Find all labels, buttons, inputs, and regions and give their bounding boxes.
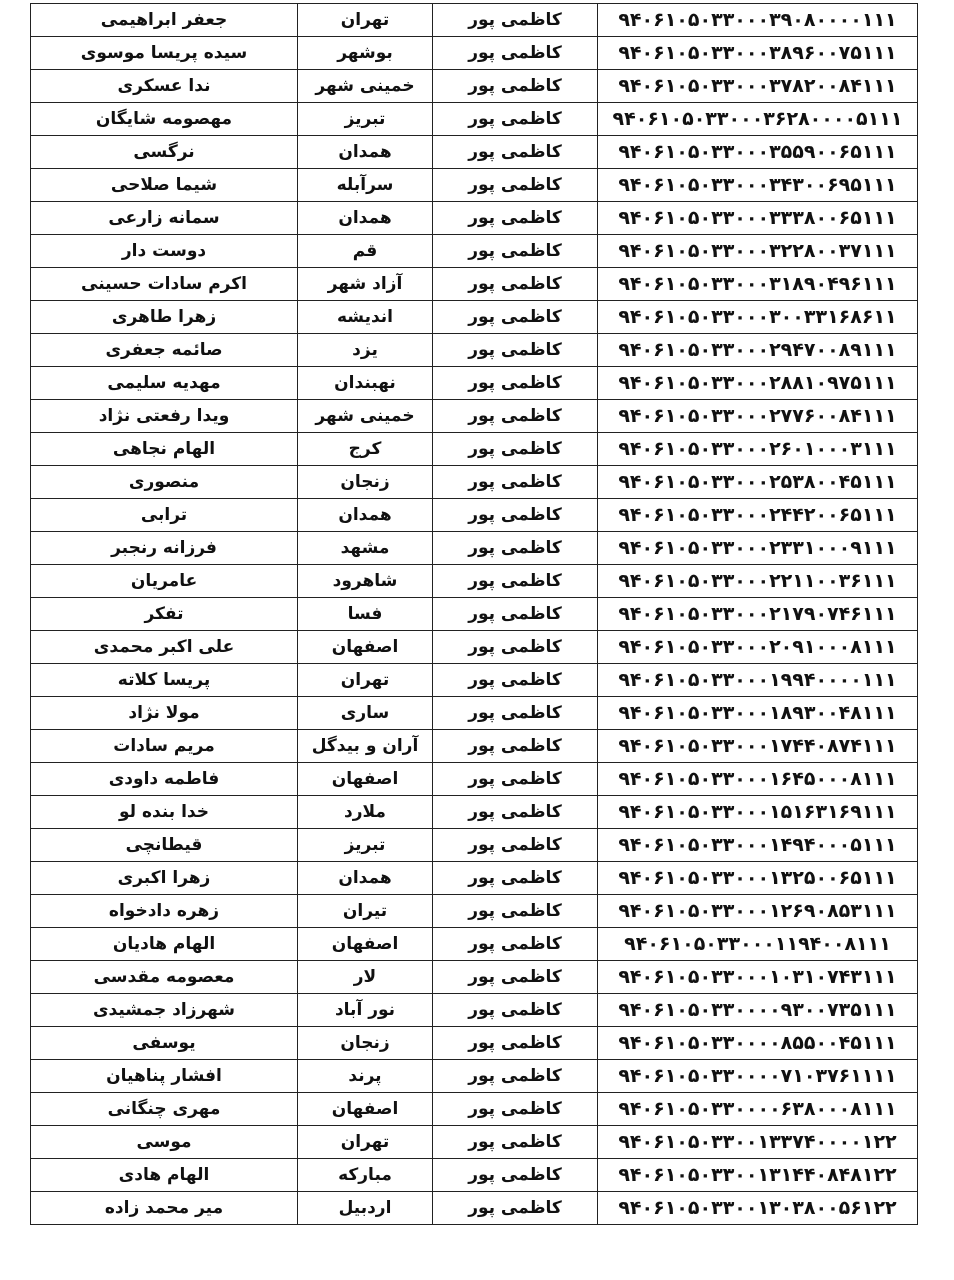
city-cell: زنجان (298, 466, 433, 499)
code-cell: ۹۴۰۶۱۰۵۰۳۳۰۰۰۰۸۵۵۰۰۴۵۱۱۱ (598, 1027, 918, 1060)
city-cell: تیران (298, 895, 433, 928)
name-cell: خدا بنده لو (31, 796, 298, 829)
family-cell: کاظمی پور (433, 598, 598, 631)
family-cell: کاظمی پور (433, 301, 598, 334)
table-row (31, 334, 918, 367)
name-cell: میر محمد زاده (31, 1192, 298, 1225)
code-cell: ۹۴۰۶۱۰۵۰۳۳۰۰۱۳۰۳۸۰۰۵۶۱۲۲ (598, 1192, 918, 1225)
name-cell: مریم سادات (31, 730, 298, 763)
city-cell: همدان (298, 499, 433, 532)
table-row (31, 796, 918, 829)
city-cell: اصفهان (298, 928, 433, 961)
city-cell: اصفهان (298, 763, 433, 796)
code-cell: ۹۴۰۶۱۰۵۰۳۳۰۰۰۳۳۳۸۰۰۶۵۱۱۱ (598, 202, 918, 235)
city-cell: اردبیل (298, 1192, 433, 1225)
name-cell: مهصومه شایگان (31, 103, 298, 136)
family-cell: کاظمی پور (433, 1093, 598, 1126)
name-cell: الهام نجاهی (31, 433, 298, 466)
table-row (31, 103, 918, 136)
code-cell: ۹۴۰۶۱۰۵۰۳۳۰۰۰۳۱۸۹۰۴۹۶۱۱۱ (598, 268, 918, 301)
code-cell: ۹۴۰۶۱۰۵۰۳۳۰۰۰۲۵۳۸۰۰۴۵۱۱۱ (598, 466, 918, 499)
family-cell: کاظمی پور (433, 631, 598, 664)
family-cell: کاظمی پور (433, 829, 598, 862)
code-cell: ۹۴۰۶۱۰۵۰۳۳۰۰۰۱۰۳۱۰۷۴۳۱۱۱ (598, 961, 918, 994)
city-cell: همدان (298, 862, 433, 895)
table-row (31, 895, 918, 928)
family-cell: کاظمی پور (433, 664, 598, 697)
table-row (31, 1192, 918, 1225)
code-cell: ۹۴۰۶۱۰۵۰۳۳۰۰۰۲۶۰۱۰۰۰۳۱۱۱ (598, 433, 918, 466)
city-cell: لار (298, 961, 433, 994)
table-row (31, 367, 918, 400)
table-row (31, 1093, 918, 1126)
table-row (31, 4, 918, 37)
family-cell: کاظمی پور (433, 4, 598, 37)
name-cell: دوست دار (31, 235, 298, 268)
family-cell: کاظمی پور (433, 1060, 598, 1093)
city-cell: تهران (298, 4, 433, 37)
code-cell: ۹۴۰۶۱۰۵۰۳۳۰۰۰۱۴۹۴۰۰۰۵۱۱۱ (598, 829, 918, 862)
document-page (30, 3, 917, 1225)
city-cell: نور آباد (298, 994, 433, 1027)
name-cell: مولا نژاد (31, 697, 298, 730)
table-row (31, 664, 918, 697)
family-cell: کاظمی پور (433, 235, 598, 268)
name-cell: سیده پریسا موسوی (31, 37, 298, 70)
city-cell: اندیشه (298, 301, 433, 334)
name-cell: مهری چنگانی (31, 1093, 298, 1126)
code-cell: ۹۴۰۶۱۰۵۰۳۳۰۰۰۲۴۴۲۰۰۶۵۱۱۱ (598, 499, 918, 532)
code-cell: ۹۴۰۶۱۰۵۰۳۳۰۰۰۱۶۴۵۰۰۰۸۱۱۱ (598, 763, 918, 796)
family-cell: کاظمی پور (433, 400, 598, 433)
table-row (31, 532, 918, 565)
table-row (31, 697, 918, 730)
family-cell: کاظمی پور (433, 268, 598, 301)
table-row (31, 301, 918, 334)
city-cell: بوشهر (298, 37, 433, 70)
family-cell: کاظمی پور (433, 994, 598, 1027)
records-table (30, 3, 918, 1225)
code-cell: ۹۴۰۶۱۰۵۰۳۳۰۰۰۲۲۱۱۰۰۳۶۱۱۱ (598, 565, 918, 598)
name-cell: یوسفی (31, 1027, 298, 1060)
family-cell: کاظمی پور (433, 928, 598, 961)
table-row (31, 1126, 918, 1159)
family-cell: کاظمی پور (433, 367, 598, 400)
city-cell: همدان (298, 136, 433, 169)
city-cell: مبارکه (298, 1159, 433, 1192)
city-cell: تهران (298, 1126, 433, 1159)
table-row (31, 466, 918, 499)
name-cell: صائمه جعفری (31, 334, 298, 367)
name-cell: شیما صلاحی (31, 169, 298, 202)
table-row (31, 1060, 918, 1093)
name-cell: سمانه زارعی (31, 202, 298, 235)
family-cell: کاظمی پور (433, 37, 598, 70)
code-cell: ۹۴۰۶۱۰۵۰۳۳۰۰۰۱۵۱۶۳۱۶۹۱۱۱ (598, 796, 918, 829)
city-cell: خمینی شهر (298, 400, 433, 433)
family-cell: کاظمی پور (433, 862, 598, 895)
family-cell: کاظمی پور (433, 1126, 598, 1159)
family-cell: کاظمی پور (433, 466, 598, 499)
family-cell: کاظمی پور (433, 730, 598, 763)
table-row (31, 499, 918, 532)
family-cell: کاظمی پور (433, 1192, 598, 1225)
table-row (31, 202, 918, 235)
code-cell: ۹۴۰۶۱۰۵۰۳۳۰۰۰۳۶۲۸۰۰۰۰۵۱۱۱ (598, 103, 918, 136)
name-cell: تفکر (31, 598, 298, 631)
records-table-body (31, 4, 918, 1225)
family-cell: کاظمی پور (433, 202, 598, 235)
family-cell: کاظمی پور (433, 961, 598, 994)
table-row (31, 994, 918, 1027)
family-cell: کاظمی پور (433, 433, 598, 466)
code-cell: ۹۴۰۶۱۰۵۰۳۳۰۰۰۰۷۱۰۳۷۶۱۱۱۱ (598, 1060, 918, 1093)
table-row (31, 763, 918, 796)
name-cell: افشار پناهیان (31, 1060, 298, 1093)
code-cell: ۹۴۰۶۱۰۵۰۳۳۰۰۱۳۳۷۴۰۰۰۰۱۲۲ (598, 1126, 918, 1159)
table-row (31, 433, 918, 466)
name-cell: زهرا اکبری (31, 862, 298, 895)
name-cell: اکرم سادات حسینی (31, 268, 298, 301)
name-cell: منصوری (31, 466, 298, 499)
city-cell: پرند (298, 1060, 433, 1093)
name-cell: زهره دادخواه (31, 895, 298, 928)
code-cell: ۹۴۰۶۱۰۵۰۳۳۰۰۰۳۲۲۸۰۰۳۷۱۱۱ (598, 235, 918, 268)
city-cell: آران و بیدگل (298, 730, 433, 763)
city-cell: شاهرود (298, 565, 433, 598)
table-row (31, 862, 918, 895)
name-cell: نرگسی (31, 136, 298, 169)
code-cell: ۹۴۰۶۱۰۵۰۳۳۰۰۰۱۹۹۴۰۰۰۰۱۱۱ (598, 664, 918, 697)
table-row (31, 70, 918, 103)
code-cell: ۹۴۰۶۱۰۵۰۳۳۰۰۰۳۷۸۲۰۰۸۴۱۱۱ (598, 70, 918, 103)
family-cell: کاظمی پور (433, 697, 598, 730)
table-row (31, 136, 918, 169)
city-cell: تبریز (298, 103, 433, 136)
name-cell: الهام هادیان (31, 928, 298, 961)
code-cell: ۹۴۰۶۱۰۵۰۳۳۰۰۰۲۳۳۱۰۰۰۹۱۱۱ (598, 532, 918, 565)
city-cell: اصفهان (298, 1093, 433, 1126)
table-row (31, 268, 918, 301)
city-cell: آزاد شهر (298, 268, 433, 301)
code-cell: ۹۴۰۶۱۰۵۰۳۳۰۰۰۳۸۹۶۰۰۷۵۱۱۱ (598, 37, 918, 70)
family-cell: کاظمی پور (433, 565, 598, 598)
city-cell: قم (298, 235, 433, 268)
code-cell: ۹۴۰۶۱۰۵۰۳۳۰۰۰۲۹۴۷۰۰۸۹۱۱۱ (598, 334, 918, 367)
name-cell: فرزانه رنجبر (31, 532, 298, 565)
city-cell: ملارد (298, 796, 433, 829)
city-cell: فسا (298, 598, 433, 631)
family-cell: کاظمی پور (433, 1159, 598, 1192)
code-cell: ۹۴۰۶۱۰۵۰۳۳۰۰۰۱۷۴۴۰۸۷۴۱۱۱ (598, 730, 918, 763)
name-cell: عامریان (31, 565, 298, 598)
table-row (31, 829, 918, 862)
name-cell: الهام هادی (31, 1159, 298, 1192)
table-row (31, 1027, 918, 1060)
table-row (31, 400, 918, 433)
city-cell: کرج (298, 433, 433, 466)
code-cell: ۹۴۰۶۱۰۵۰۳۳۰۰۰۰۶۳۸۰۰۰۸۱۱۱ (598, 1093, 918, 1126)
family-cell: کاظمی پور (433, 103, 598, 136)
city-cell: مشهد (298, 532, 433, 565)
code-cell: ۹۴۰۶۱۰۵۰۳۳۰۰۰۱۸۹۳۰۰۴۸۱۱۱ (598, 697, 918, 730)
city-cell: همدان (298, 202, 433, 235)
name-cell: معصومه مقدسی (31, 961, 298, 994)
code-cell: ۹۴۰۶۱۰۵۰۳۳۰۰۰۲۷۷۶۰۰۸۴۱۱۱ (598, 400, 918, 433)
family-cell: کاظمی پور (433, 796, 598, 829)
family-cell: کاظمی پور (433, 70, 598, 103)
family-cell: کاظمی پور (433, 532, 598, 565)
name-cell: قیطانچی (31, 829, 298, 862)
family-cell: کاظمی پور (433, 334, 598, 367)
code-cell: ۹۴۰۶۱۰۵۰۳۳۰۰۰۲۰۹۱۰۰۰۸۱۱۱ (598, 631, 918, 664)
code-cell: ۹۴۰۶۱۰۵۰۳۳۰۰۰۲۱۷۹۰۷۴۶۱۱۱ (598, 598, 918, 631)
name-cell: ویدا رفعتی نژاد (31, 400, 298, 433)
table-row (31, 235, 918, 268)
code-cell: ۹۴۰۶۱۰۵۰۳۳۰۰۰۰۹۳۰۰۷۳۵۱۱۱ (598, 994, 918, 1027)
name-cell: ترابی (31, 499, 298, 532)
city-cell: اصفهان (298, 631, 433, 664)
city-cell: تهران (298, 664, 433, 697)
code-cell: ۹۴۰۶۱۰۵۰۳۳۰۰۱۳۱۴۴۰۸۴۸۱۲۲ (598, 1159, 918, 1192)
table-row (31, 1159, 918, 1192)
table-row (31, 928, 918, 961)
table-row (31, 37, 918, 70)
family-cell: کاظمی پور (433, 763, 598, 796)
city-cell: سرآبله (298, 169, 433, 202)
code-cell: ۹۴۰۶۱۰۵۰۳۳۰۰۰۲۸۸۱۰۹۷۵۱۱۱ (598, 367, 918, 400)
family-cell: کاظمی پور (433, 169, 598, 202)
family-cell: کاظمی پور (433, 1027, 598, 1060)
city-cell: تبریز (298, 829, 433, 862)
code-cell: ۹۴۰۶۱۰۵۰۳۳۰۰۰۳۴۳۰۰۶۹۵۱۱۱ (598, 169, 918, 202)
name-cell: فاطمه داودی (31, 763, 298, 796)
family-cell: کاظمی پور (433, 136, 598, 169)
code-cell: ۹۴۰۶۱۰۵۰۳۳۰۰۰۱۱۹۴۰۰۸۱۱۱ (598, 928, 918, 961)
table-row (31, 730, 918, 763)
city-cell: ساری (298, 697, 433, 730)
table-row (31, 631, 918, 664)
name-cell: زهرا طاهری (31, 301, 298, 334)
table-row (31, 598, 918, 631)
family-cell: کاظمی پور (433, 895, 598, 928)
name-cell: مهدیه سلیمی (31, 367, 298, 400)
city-cell: نهبندان (298, 367, 433, 400)
name-cell: پریسا کلاته (31, 664, 298, 697)
table-row (31, 961, 918, 994)
city-cell: زنجان (298, 1027, 433, 1060)
name-cell: موسی (31, 1126, 298, 1159)
code-cell: ۹۴۰۶۱۰۵۰۳۳۰۰۰۳۵۵۹۰۰۶۵۱۱۱ (598, 136, 918, 169)
code-cell: ۹۴۰۶۱۰۵۰۳۳۰۰۰۱۳۲۵۰۰۶۵۱۱۱ (598, 862, 918, 895)
name-cell: شهرزاد جمشیدی (31, 994, 298, 1027)
name-cell: ندا عسکری (31, 70, 298, 103)
city-cell: خمینی شهر (298, 70, 433, 103)
code-cell: ۹۴۰۶۱۰۵۰۳۳۰۰۰۱۲۶۹۰۸۵۳۱۱۱ (598, 895, 918, 928)
code-cell: ۹۴۰۶۱۰۵۰۳۳۰۰۰۳۰۰۳۳۱۶۸۶۱۱ (598, 301, 918, 334)
code-cell: ۹۴۰۶۱۰۵۰۳۳۰۰۰۳۹۰۸۰۰۰۰۱۱۱ (598, 4, 918, 37)
name-cell: علی اکبر محمدی (31, 631, 298, 664)
table-row (31, 565, 918, 598)
table-row (31, 169, 918, 202)
family-cell: کاظمی پور (433, 499, 598, 532)
city-cell: یزد (298, 334, 433, 367)
name-cell: جعفر ابراهیمی (31, 4, 298, 37)
